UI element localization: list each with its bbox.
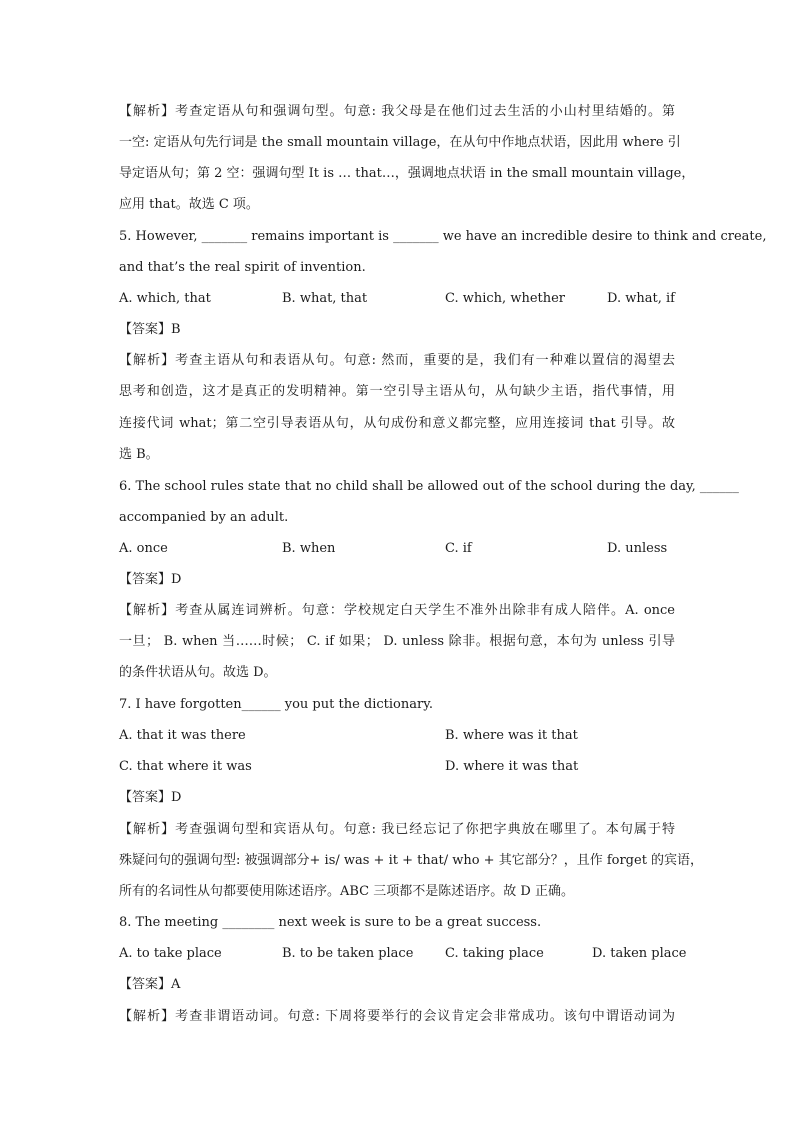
q6-stem-line-1: 6. The school rules state that no child shall be allowed out of the school during the day, ______ <box>119 479 739 494</box>
q5-option-c: C. which, whether <box>445 291 566 306</box>
q6-stem-line-2: accompanied by an adult. <box>119 510 289 525</box>
q6-option-d: D. unless <box>607 541 668 556</box>
q6-option-b: B. when <box>282 541 336 556</box>
q5-explanation-line-2: 思考和创造，这才是真正的发明精神。第一空引导主语从句，从句缺少主语，指代事情，用 <box>119 384 675 399</box>
q5-stem-line-1: 5. However, _______ remains important is _______ we have an incredible desire to think and create, <box>119 229 767 244</box>
q5-explanation-line-1: 【解析】考查主语从句和表语从句。句意: 然而，重要的是，我们有一种难以置信的渴望去 <box>119 353 675 368</box>
q5-option-d: D. what, if <box>607 291 675 306</box>
q8-explanation-line-1: 【解析】考查非谓语动词。句意: 下周将要举行的会议肯定会非常成功。该句中谓语动词为 <box>119 1009 675 1024</box>
q7-option-d: D. where it was that <box>445 759 579 774</box>
q8-option-b: B. to be taken place <box>282 946 414 961</box>
q5-stem-line-2: and that’s the real spirit of invention. <box>119 260 366 275</box>
q6-option-a: A. once <box>119 541 168 556</box>
q5-option-a: A. which, that <box>119 291 211 306</box>
q7-option-c: C. that where it was <box>119 759 252 774</box>
q5-explanation-line-3: 连接代词 what；第二空引导表语从句，从句成份和意义都完整，应用连接词 that 引导。故 <box>119 416 675 431</box>
q6-explanation-line-2: 一旦； B. when 当……时候； C. if 如果； D. unless 除非。根据句意，本句为 unless 引导 <box>119 634 675 649</box>
q6-explanation-line-3: 的条件状语从句。故选 D。 <box>119 665 277 680</box>
q4-explanation-line-4: 应用 that。故选 C 项。 <box>119 197 259 212</box>
q8-option-c: C. taking place <box>445 946 544 961</box>
q8-stem: 8. The meeting ________ next week is sure to be a great success. <box>119 915 542 930</box>
q6-explanation-line-1: 【解析】考查从属连词辨析。句意：学校规定白天学生不准外出除非有成人陪伴。A. once <box>119 603 675 618</box>
q8-answer: 【答案】A <box>119 977 181 992</box>
q5-option-b: B. what, that <box>282 291 368 306</box>
q4-explanation-line-3: 导定语从句；第 2 空：强调句型 It is … that…，强调地点状语 in the small mountain village， <box>119 166 695 181</box>
q6-option-c: C. if <box>445 541 472 556</box>
q7-explanation-line-2: 殊疑问句的强调句型: 被强调部分+ is/ was + it + that/ who + 其它部分？，且作 forget 的宾语， <box>119 853 704 868</box>
q8-option-d: D. taken place <box>592 946 687 961</box>
q7-stem: 7. I have forgotten______ you put the dictionary. <box>119 697 433 712</box>
q7-explanation-line-3: 所有的名词性从句都要使用陈述语序。ABC 三项都不是陈述语序。故 D 正确。 <box>119 884 574 899</box>
q4-explanation-line-2: 一空: 定语从句先行词是 the small mountain village，在从句中作地点状语，因此用 where 引 <box>119 135 681 150</box>
q5-explanation-line-4: 选 B。 <box>119 447 159 462</box>
q7-option-a: A. that it was there <box>119 728 246 743</box>
q7-option-b: B. where was it that <box>445 728 578 743</box>
q8-option-a: A. to take place <box>119 946 222 961</box>
q7-explanation-line-1: 【解析】考查强调句型和宾语从句。句意: 我已经忘记了你把字典放在哪里了。本句属于特 <box>119 822 675 837</box>
q7-answer: 【答案】D <box>119 790 182 805</box>
q5-answer: 【答案】B <box>119 322 181 337</box>
q4-explanation-line-1: 【解析】考查定语从句和强调句型。句意: 我父母是在他们过去生活的小山村里结婚的。第 <box>119 104 675 119</box>
q6-answer: 【答案】D <box>119 572 182 587</box>
